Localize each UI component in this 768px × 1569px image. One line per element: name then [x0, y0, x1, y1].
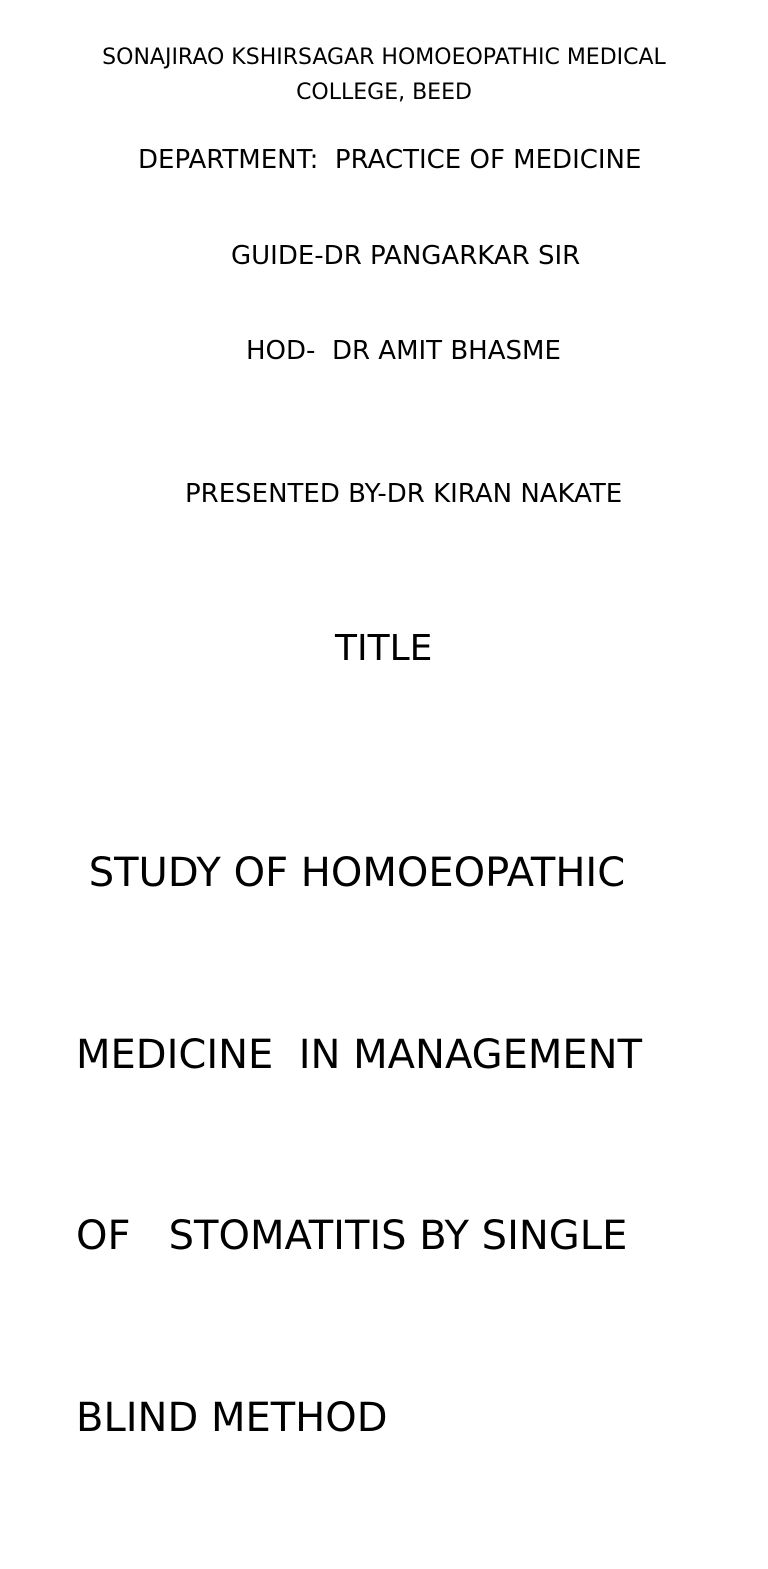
study-title — [76, 722, 642, 1569]
college-name-line-1: SONAJIRAO KSHIRSAGAR HOMOEOPATHIC MEDICAL — [102, 45, 666, 70]
hod-line: HOD- DR AMIT BHASME — [246, 336, 561, 366]
title-label: TITLE — [335, 628, 433, 669]
study-title-line-2: MEDICINE IN MANAGEMENT — [76, 1031, 643, 1078]
study-title-line-3: OF STOMATITIS BY SINGLE — [76, 1213, 628, 1259]
guide-line: GUIDE-DR PANGARKAR SIR — [231, 241, 581, 271]
study-title-line-4: BLIND METHOD — [76, 1394, 388, 1441]
college-name — [0, 40, 768, 110]
study-title-line-1: STUDY OF HOMOEOPATHIC — [76, 850, 626, 896]
college-name-line-2: COLLEGE, BEED — [296, 80, 472, 105]
presenter-line: PRESENTED BY-DR KIRAN NAKATE — [185, 479, 623, 509]
department-line: DEPARTMENT: PRACTICE OF MEDICINE — [138, 145, 642, 175]
